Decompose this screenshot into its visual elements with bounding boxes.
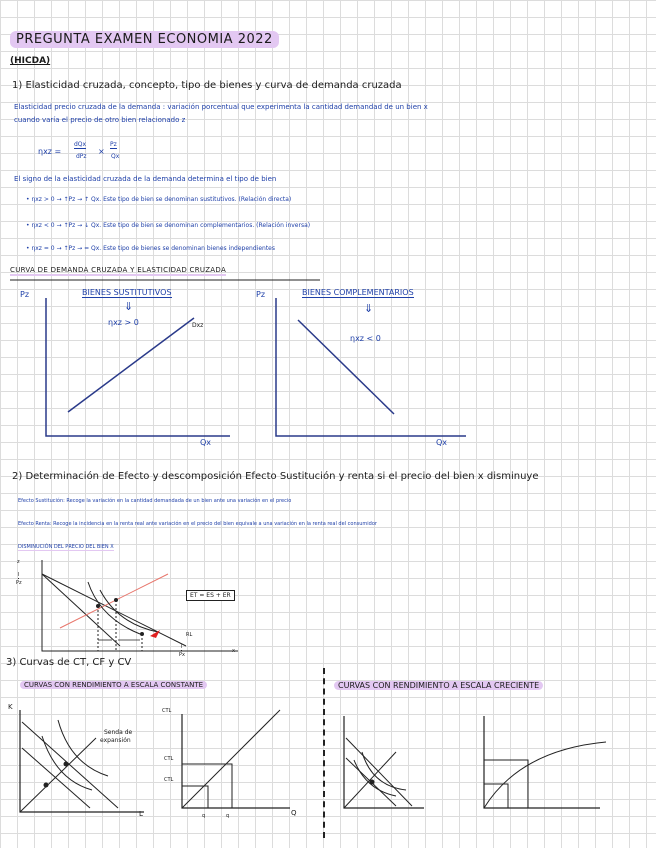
- isocost-line-2: [22, 748, 90, 808]
- section2-subtitle: DISMINUCIÓN DEL PRECIO DEL BIEN X: [18, 544, 114, 550]
- graph1-title: BIENES SUSTITUTIVOS: [82, 288, 172, 297]
- formula-lhs: ηxz =: [38, 147, 62, 156]
- graph2-title: BIENES COMPLEMENTARIOS: [302, 288, 414, 297]
- senda-label-1: Senda de: [104, 729, 133, 736]
- sec2-y-frac-bot: Pz: [16, 580, 22, 586]
- sec2-y-label: z: [17, 559, 20, 565]
- graph1-y-label: Pz: [20, 290, 30, 299]
- section1-heading: 1) Elasticidad cruzada, concepto, tipo de bienes y curva de demanda cruzada: [12, 80, 402, 91]
- left-section-title: CURVAS CON RENDIMIENTO A ESCALA CONSTANTE: [20, 681, 207, 689]
- ct-curve-increasing: [484, 742, 606, 808]
- sec2-x-label: x: [232, 648, 235, 654]
- et-equation-box: ET = ES + ER: [186, 590, 235, 601]
- efecto-sustitucion: Efecto Sustitución: Recoge la variación en la cantidad demandada de un bien ante una variación en el precio: [18, 498, 292, 504]
- sec2-x-frac-top: I: [181, 644, 183, 650]
- q-tick-1: q: [202, 813, 206, 819]
- cost-graph-right: [484, 716, 606, 808]
- bullet-independientes: • ηxz = 0 → ↑Pz → = Qx. Este tipo de bienes se denominan bienes independientes: [26, 245, 275, 252]
- graph2-demand-line: [298, 320, 394, 414]
- formula-num1: dQx: [74, 141, 87, 148]
- ct-right-projection-lower: [484, 784, 508, 808]
- bullet-sustitutivos: • ηxz > 0 → ↑Pz → ↑ Qx. Este tipo de bien se denominan sustitutivos. (Relación directa): [26, 196, 292, 203]
- graph1-arrow: ⇓: [124, 300, 134, 313]
- q-tick-2: q: [226, 813, 230, 819]
- income-substitution-graph: [42, 560, 238, 651]
- graph1-condition: ηxz > 0: [108, 318, 139, 327]
- cost-graph-left: [182, 710, 290, 808]
- graph-complementarios: [276, 298, 466, 436]
- section3-heading: 3) Curvas de CT, CF y CV: [6, 657, 132, 668]
- indifference-curve-1: [88, 582, 140, 634]
- ctl-label-low: CTL: [164, 777, 174, 783]
- graph1-axes: [46, 298, 230, 436]
- bullet-complementarios: • ηxz < 0 → ↑Pz → ↓ Qx. Este tipo de bien se denominan complementarios. (Relación inversa): [26, 222, 311, 229]
- indifference-curve-2: [100, 590, 158, 632]
- compensated-budget-line: [60, 574, 168, 628]
- expansion-path-right: [344, 752, 396, 808]
- author-tag: (HICDA): [10, 56, 51, 66]
- point-c: [140, 632, 144, 636]
- sec2-x-frac-bot: Px: [179, 652, 185, 658]
- efecto-renta: Efecto Renta: Recoge la incidencia en la renta real ante variación en el precio del bien equivale a una variación en la renta real del consumidor: [18, 521, 377, 527]
- graph-sustitutivos: [46, 298, 230, 436]
- l-axis-label: L: [139, 810, 143, 818]
- q-axis-label: Q: [291, 809, 297, 817]
- definition-line2: cuando varía el precio de otro bien relacionado z: [14, 116, 186, 124]
- graph2-axes: [276, 298, 466, 436]
- graph1-curve-label: Dxz: [192, 322, 204, 329]
- graph1-demand-line: [68, 318, 194, 412]
- definition-line1: Elasticidad precio cruzada de la demanda : variación porcentual que experimenta la cantidad demandad de un bien x: [14, 103, 428, 111]
- isoquant-graph-right: [344, 716, 424, 808]
- formula-den2: Qx: [111, 153, 120, 160]
- tangency-2: [64, 762, 69, 767]
- ctl-label-top: CTL: [162, 708, 172, 714]
- curve-title: CURVA DE DEMANDA CRUZADA Y ELASTICIDAD CRUZADA: [10, 266, 227, 274]
- formula-den1: dPz: [76, 153, 87, 160]
- graph1-x-label: Qx: [200, 438, 212, 447]
- graph2-x-label: Qx: [436, 438, 448, 447]
- graph2-arrow: ⇓: [364, 302, 374, 315]
- graph2-condition: ηxz < 0: [350, 334, 381, 343]
- isoquant-right-1: [362, 752, 406, 790]
- point-b: [114, 598, 118, 602]
- sec2-curve-label: RL: [186, 632, 193, 638]
- section2-heading: 2) Determinación de Efecto y descomposición Efecto Sustitución y renta si el precio del bien x disminuye: [12, 471, 539, 482]
- ctl-label-mid: CTL: [164, 756, 174, 762]
- sec2-axes: [42, 560, 238, 651]
- expansion-path: [20, 738, 96, 812]
- graph2-y-label: Pz: [256, 290, 266, 299]
- formula-times: ×: [98, 147, 105, 156]
- sign-text: El signo de la elasticidad cruzada de la demanda determina el tipo de bien: [14, 175, 277, 183]
- formula-num2: Pz: [110, 141, 117, 148]
- right-section-title: CURVAS CON RENDIMIENTO A ESCALA CRECIENTE: [334, 681, 543, 690]
- senda-label-2: expansión: [100, 737, 131, 744]
- isocost-line-1: [22, 722, 118, 808]
- cost-axes: [182, 714, 290, 808]
- budget-line-2: [42, 574, 120, 646]
- sec2-y-frac-top: I: [18, 572, 20, 578]
- tangency-1: [44, 783, 49, 788]
- cost-axes-right: [484, 716, 600, 808]
- ct-line: [182, 710, 280, 808]
- tangency-right: [370, 780, 375, 785]
- point-a: [96, 604, 100, 608]
- isoquant-graph-left: [20, 710, 144, 812]
- k-axis-label: K: [8, 703, 13, 711]
- page-title: PREGUNTA EXAMEN ECONOMIA 2022: [10, 31, 279, 48]
